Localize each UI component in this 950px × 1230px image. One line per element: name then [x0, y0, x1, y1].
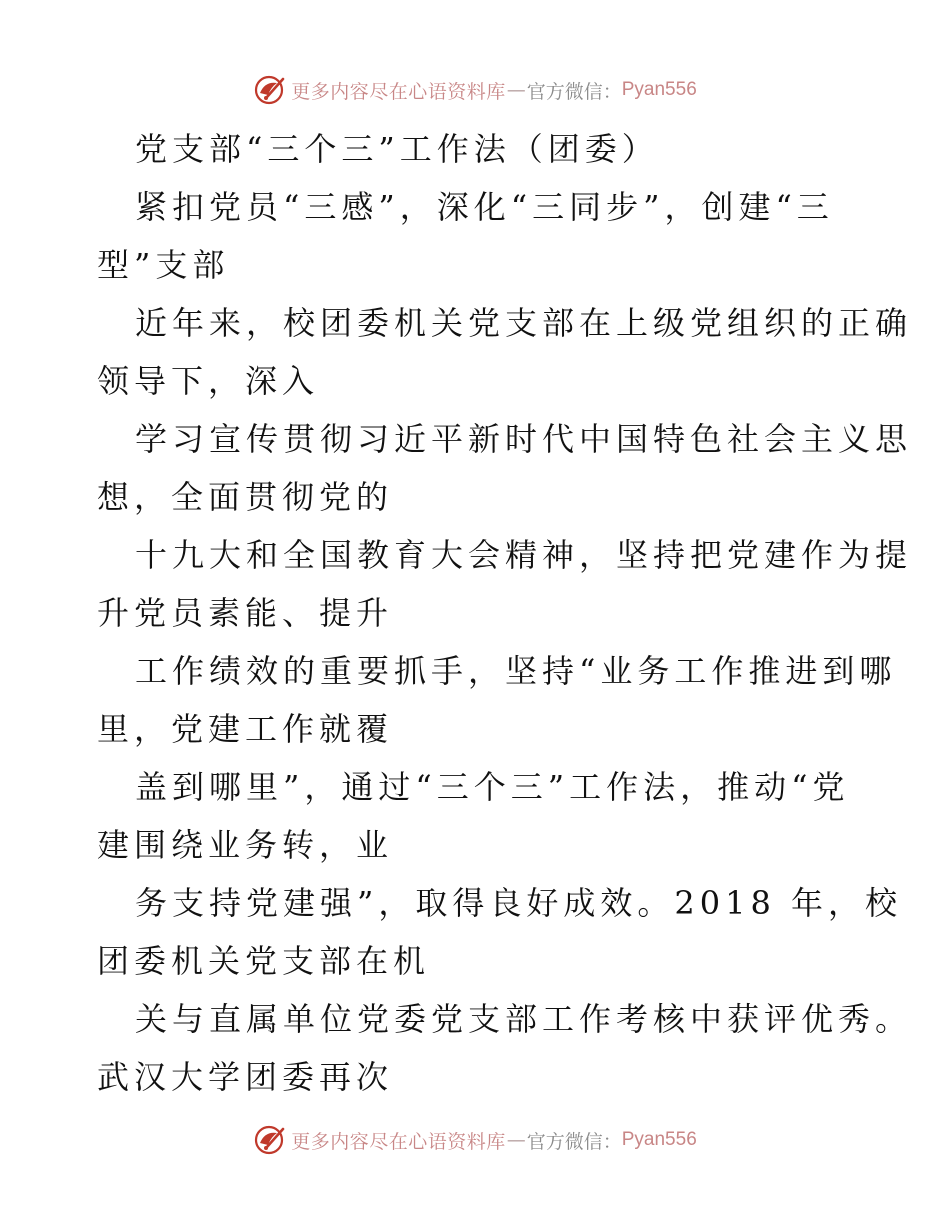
watermark-wechat-account: Pyan556: [621, 1129, 697, 1150]
paragraph-line: 里，党建工作就覆: [97, 710, 394, 748]
document-body: [97, 120, 913, 1106]
watermark-site-text: 更多内容尽在心语资料库: [291, 80, 506, 103]
footer-watermark: [0, 1120, 950, 1160]
pen-logo-icon: [253, 73, 287, 107]
paragraph-line: 务支持党建强”，取得良好成效。2018 年，校: [135, 884, 902, 922]
paragraph-line: 武汉大学团委再次: [97, 1058, 394, 1096]
paragraph-line: 团委机关党支部在机: [97, 942, 431, 980]
header-watermark: [0, 70, 950, 110]
paragraph-line: 领导下，深入: [97, 362, 320, 400]
paragraph-line: 盖到哪里”，通过“三个三”工作法，推动“党: [135, 768, 850, 806]
watermark-site-text: 更多内容尽在心语资料库: [291, 1130, 506, 1153]
doc-subtitle-line-1: 紧扣党员“三感”，深化“三同步”，创建“三: [135, 188, 834, 226]
paragraph-line: 想，全面贯彻党的: [97, 478, 394, 516]
paragraph-line: 建围绕业务转，业: [97, 826, 394, 864]
pen-logo-icon: [253, 1123, 287, 1157]
paragraph-line: 十九大和全国教育大会精神，坚持把党建作为提: [135, 536, 913, 574]
paragraph-line: 学习宣传贯彻习近平新时代中国特色社会主义思: [135, 420, 913, 458]
paragraph-line: 工作绩效的重要抓手，坚持“业务工作推进到哪: [135, 652, 897, 690]
paragraph-line: 关与直属单位党委党支部工作考核中获评优秀。: [135, 1000, 913, 1038]
watermark-wechat-label: 官方微信：: [526, 1130, 622, 1153]
paragraph-line: 升党员素能、提升: [97, 594, 394, 632]
watermark-dash: —: [506, 1129, 526, 1151]
watermark-dash: —: [506, 79, 526, 101]
paragraph-line: 近年来，校团委机关党支部在上级党组织的正确: [135, 304, 913, 342]
doc-subtitle-line-2: 型”支部: [97, 246, 230, 284]
watermark-wechat-label: 官方微信：: [526, 80, 622, 103]
doc-title: 党支部“三个三”工作法（团委）: [135, 130, 659, 168]
watermark-wechat-account: Pyan556: [621, 79, 697, 100]
